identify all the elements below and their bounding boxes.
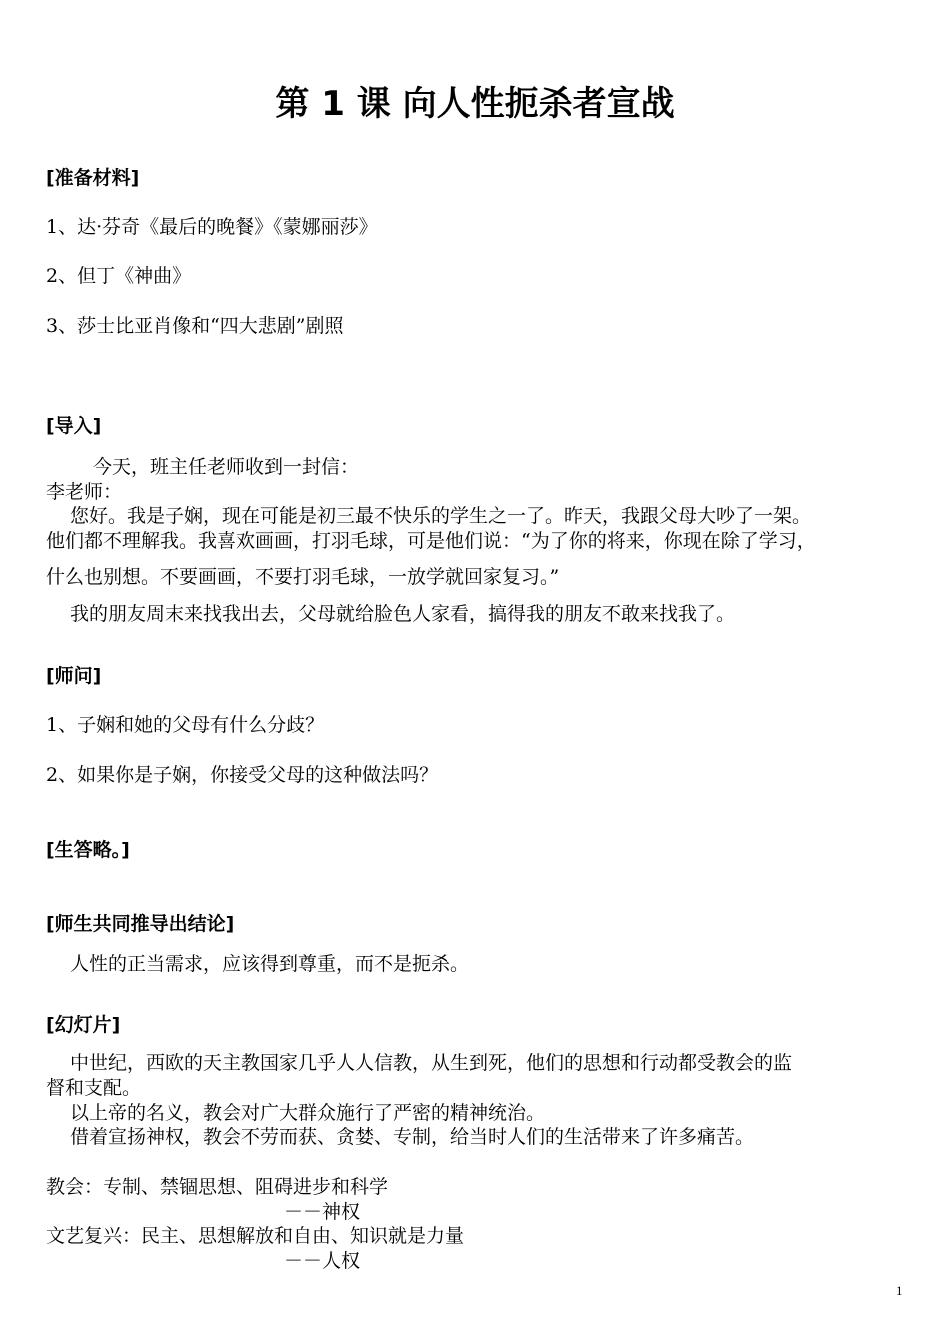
teacher-question: 2、如果你是子娴，你接受父母的这种做法吗？: [46, 764, 439, 786]
materials-heading: [准备材料]: [46, 167, 140, 189]
conclusion-heading: [师生共同推导出结论]: [46, 913, 235, 935]
slides-line: 借着宣扬神权，教会不劳而获、贪婪、专制，给当时人们的生活带来了许多痛苦。: [70, 1126, 755, 1148]
intro-line: 我的朋友周末来找我出去，父母就给脸色人家看，搞得我的朋友不敢来找我了。: [70, 603, 736, 625]
materials-item: 2、但丁《神曲》: [46, 265, 192, 287]
teacher-questions-heading: [师问]: [46, 665, 102, 687]
church-line: 教会：专制、禁锢思想、阻碍进步和科学: [46, 1176, 389, 1198]
renaissance-note: －－人权: [284, 1250, 361, 1272]
intro-line: 今天，班主任老师收到一封信：: [93, 456, 360, 478]
intro-line: 李老师：: [46, 481, 123, 503]
materials-item: 3、莎士比亚肖像和“四大悲剧”剧照: [46, 315, 344, 337]
renaissance-line: 文艺复兴：民主、思想解放和自由、知识就是力量: [46, 1225, 465, 1247]
slides-line: 中世纪，西欧的天主教国家几乎人人信教，从生到死，他们的思想和行动都受教会的监: [70, 1052, 793, 1074]
student-answer-heading: [生答略。]: [46, 839, 130, 861]
slides-heading: [幻灯片]: [46, 1014, 121, 1036]
intro-line: 他们都不理解我。我喜欢画画，打羽毛球，可是他们说：“为了你的将来，你现在除了学习，: [46, 530, 816, 552]
materials-item: 1、达·芬奇《最后的晚餐》《蒙娜丽莎》: [46, 216, 378, 238]
page-number: 1: [896, 1283, 903, 1298]
intro-heading: [导入]: [46, 415, 102, 437]
intro-line: 什么也别想。不要画画，不要打羽毛球，一放学就回家复习。”: [46, 566, 560, 588]
conclusion-text: 人性的正当需求，应该得到尊重，而不是扼杀。: [70, 953, 470, 975]
teacher-question: 1、子娴和她的父母有什么分歧？: [46, 714, 325, 736]
intro-line: 您好。我是子娴，现在可能是初三最不快乐的学生之一了。昨天，我跟父母大吵了一架。: [70, 505, 812, 527]
page-title: 第 1 课 向人性扼杀者宣战: [275, 84, 675, 124]
slides-line: 督和支配。: [46, 1077, 142, 1099]
church-note: －－神权: [284, 1201, 361, 1223]
slides-line: 以上帝的名义，教会对广大群众施行了严密的精神统治。: [70, 1102, 546, 1124]
